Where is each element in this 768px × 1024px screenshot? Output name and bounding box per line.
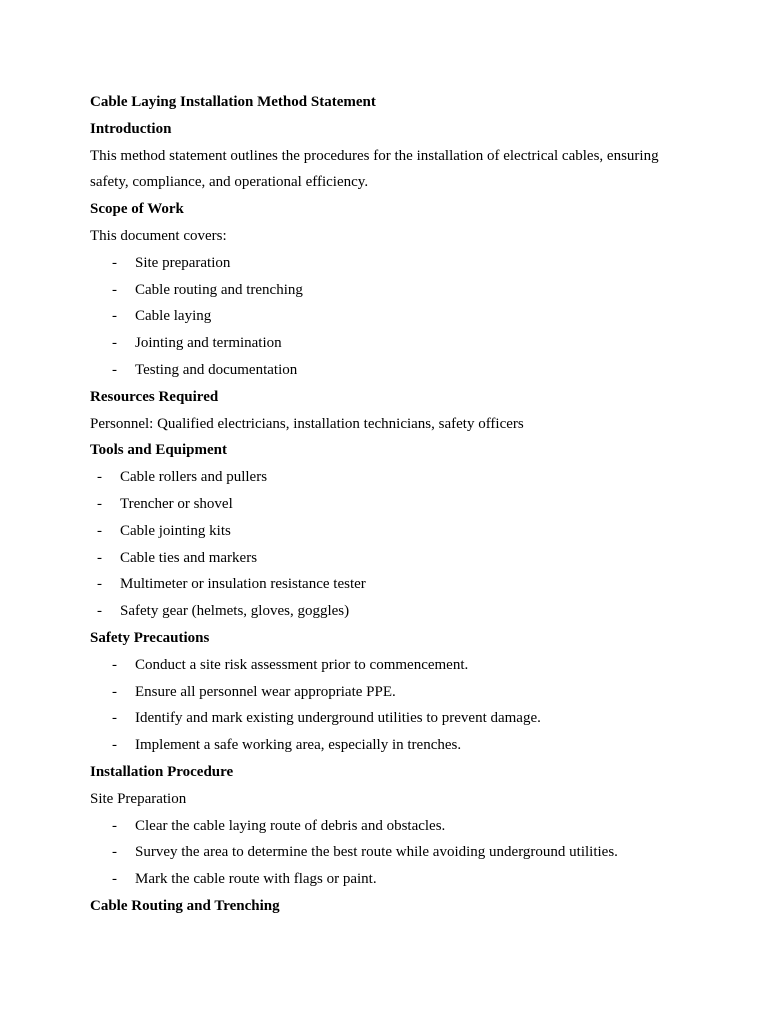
section-heading-cable-routing: Cable Routing and Trenching xyxy=(90,897,280,914)
list-item xyxy=(90,813,690,840)
subheading-site-preparation: Site Preparation xyxy=(90,790,187,807)
document-title: Cable Laying Installation Method Statement xyxy=(90,94,376,110)
section-heading-introduction: Introduction xyxy=(90,120,172,137)
list-item-text: Mark the cable route with flags or paint. xyxy=(135,871,377,888)
tools-list xyxy=(90,464,690,625)
list-item xyxy=(90,330,690,357)
bullet-dash: - xyxy=(112,656,117,673)
section-heading-scope: Scope of Work xyxy=(90,201,184,218)
bullet-dash: - xyxy=(97,603,102,620)
list-item-text: Multimeter or insulation resistance tester xyxy=(120,576,366,593)
bullet-dash: - xyxy=(112,308,117,325)
list-item xyxy=(90,571,690,598)
bullet-dash: - xyxy=(97,469,102,486)
list-item-text: Jointing and termination xyxy=(135,335,282,352)
section-heading-resources: Resources Required xyxy=(90,388,219,405)
list-item-text: Site preparation xyxy=(135,254,231,271)
list-item-text: Cable laying xyxy=(135,308,212,325)
site-preparation-list xyxy=(90,813,690,893)
bullet-dash: - xyxy=(97,495,102,512)
list-item-text: Cable ties and markers xyxy=(120,549,258,566)
bullet-dash: - xyxy=(97,522,102,539)
list-item xyxy=(90,652,690,679)
bullet-dash: - xyxy=(112,737,117,754)
list-item xyxy=(90,464,690,491)
list-item-text: Conduct a site risk assessment prior to commencement. xyxy=(135,656,469,673)
bullet-dash: - xyxy=(112,254,117,271)
scope-lead-text: This document covers: xyxy=(90,227,227,244)
bullet-dash: - xyxy=(112,281,117,298)
list-item xyxy=(90,491,690,518)
bullet-dash: - xyxy=(112,817,117,834)
section-heading-tools: Tools and Equipment xyxy=(90,442,228,459)
bullet-dash: - xyxy=(97,549,102,566)
list-item-text: Cable routing and trenching xyxy=(135,281,303,298)
list-item xyxy=(90,705,690,732)
bullet-dash: - xyxy=(112,710,117,727)
list-item xyxy=(90,518,690,545)
list-item xyxy=(90,277,690,304)
list-item-text: Ensure all personnel wear appropriate PPE. xyxy=(135,683,396,700)
list-item xyxy=(90,679,690,706)
list-item-text: Survey the area to determine the best route while avoiding underground utilities. xyxy=(135,844,618,861)
list-item xyxy=(90,545,690,572)
list-item-text: Clear the cable laying route of debris and obstacles. xyxy=(135,817,446,834)
bullet-dash: - xyxy=(112,683,117,700)
intro-paragraph-line: safety, compliance, and operational efficiency. xyxy=(90,174,369,191)
list-item-text: Testing and documentation xyxy=(135,361,298,378)
document-page xyxy=(90,89,690,920)
intro-paragraph-line: This method statement outlines the procedures for the installation of electrical cables, ensuring xyxy=(90,147,659,164)
list-item xyxy=(90,250,690,277)
list-item xyxy=(90,598,690,625)
bullet-dash: - xyxy=(112,335,117,352)
bullet-dash: - xyxy=(112,361,117,378)
list-item xyxy=(90,732,690,759)
list-item xyxy=(90,866,690,893)
bullet-dash: - xyxy=(112,844,117,861)
list-item-text: Trencher or shovel xyxy=(120,495,233,512)
list-item xyxy=(90,839,690,866)
bullet-dash: - xyxy=(97,576,102,593)
list-item-text: Safety gear (helmets, gloves, goggles) xyxy=(120,603,350,620)
bullet-dash: - xyxy=(112,871,117,888)
list-item-text: Cable jointing kits xyxy=(120,522,231,539)
personnel-text: Personnel: Qualified electricians, installation technicians, safety officers xyxy=(90,415,524,432)
scope-list xyxy=(90,250,690,384)
section-heading-installation: Installation Procedure xyxy=(90,763,234,780)
list-item-text: Implement a safe working area, especially in trenches. xyxy=(135,737,462,754)
list-item xyxy=(90,303,690,330)
safety-list xyxy=(90,652,690,759)
list-item-text: Cable rollers and pullers xyxy=(120,469,268,486)
list-item-text: Identify and mark existing underground utilities to prevent damage. xyxy=(135,710,541,727)
list-item xyxy=(90,357,690,384)
section-heading-safety: Safety Precautions xyxy=(90,629,210,646)
